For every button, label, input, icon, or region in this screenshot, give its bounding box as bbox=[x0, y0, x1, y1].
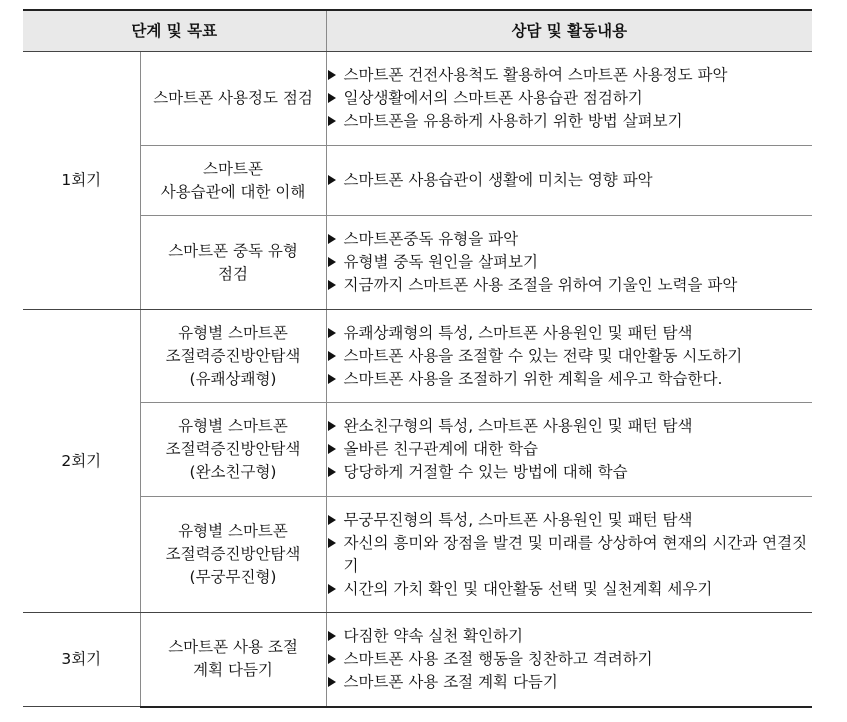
list-item bbox=[327, 509, 813, 532]
stage-goal-line: 점검 bbox=[218, 264, 248, 283]
activity-list bbox=[327, 415, 813, 484]
table-row bbox=[23, 146, 812, 216]
activity-list bbox=[327, 322, 813, 391]
list-item-text: 스마트폰 사용 조절 계획 다듬기 bbox=[343, 672, 558, 691]
list-item-text: 유형별 중독 원인을 살펴보기 bbox=[343, 253, 538, 271]
table-row bbox=[23, 403, 812, 497]
list-item-text: 일상생활에서의 스마트폰 사용습관 점검하기 bbox=[343, 89, 643, 107]
list-item-text: 스마트폰을 유용하게 사용하기 위한 방법 살펴보기 bbox=[343, 112, 683, 130]
stage-goal bbox=[140, 310, 326, 403]
stage-goal-line: 조절력증진방안탐색 bbox=[165, 440, 301, 458]
table-row bbox=[23, 497, 812, 613]
list-item bbox=[327, 578, 813, 601]
stage-goal bbox=[140, 52, 326, 146]
bullet-triangle-icon bbox=[328, 444, 336, 454]
list-item-text: 완소친구형의 특성, 스마트폰 사용원인 및 패턴 탐색 bbox=[343, 417, 693, 435]
stage-goal-line: (완소친구형) bbox=[189, 463, 277, 481]
list-item bbox=[327, 532, 813, 578]
list-item bbox=[327, 228, 813, 251]
list-item-text: 올바른 친구관계에 대한 학습 bbox=[343, 440, 538, 458]
stage-goal bbox=[140, 403, 326, 497]
list-item-text: 시간의 가치 확인 및 대안활동 선택 및 실천계획 세우기 bbox=[343, 579, 713, 598]
stage-goal-line: 계획 다듬기 bbox=[193, 661, 273, 680]
list-item-text: 스마트폰 사용을 조절할 수 있는 전략 및 대안활동 시도하기 bbox=[343, 346, 743, 365]
activity-content bbox=[326, 216, 812, 310]
stage-goal bbox=[140, 146, 326, 216]
list-item bbox=[327, 322, 813, 345]
bullet-triangle-icon bbox=[328, 538, 336, 548]
list-item-text: 무궁무진형의 특성, 스마트폰 사용원인 및 패턴 탐색 bbox=[343, 510, 693, 529]
stage-goal bbox=[140, 497, 326, 613]
stage-goal bbox=[140, 613, 326, 707]
activity-list bbox=[327, 228, 813, 297]
bullet-triangle-icon bbox=[328, 280, 336, 290]
stage-goal-line: 스마트폰 사용정도 점검 bbox=[153, 89, 313, 107]
bullet-triangle-icon bbox=[328, 328, 336, 338]
bullet-triangle-icon bbox=[328, 116, 336, 126]
header-stage-goal: 단계 및 목표 bbox=[23, 10, 326, 52]
list-item bbox=[327, 368, 813, 391]
stage-goal-line: 사용습관에 대한 이해 bbox=[160, 182, 306, 201]
bullet-triangle-icon bbox=[328, 467, 336, 477]
list-item-text: 스마트폰 건전사용척도 활용하여 스마트폰 사용정도 파악 bbox=[343, 66, 728, 84]
list-item-text: 다짐한 약속 실천 확인하기 bbox=[343, 626, 524, 645]
activity-content bbox=[326, 310, 812, 403]
session-label: 3회기 bbox=[23, 613, 140, 707]
stage-goal-line: 조절력증진방안탐색 bbox=[165, 545, 301, 563]
activity-content bbox=[326, 403, 812, 497]
list-item bbox=[327, 438, 813, 461]
table-body bbox=[23, 52, 812, 707]
activity-content bbox=[326, 52, 812, 146]
table-row bbox=[23, 613, 812, 707]
activity-list bbox=[327, 169, 813, 192]
bullet-triangle-icon bbox=[328, 584, 336, 594]
list-item bbox=[327, 169, 813, 192]
list-item bbox=[327, 648, 813, 671]
bullet-triangle-icon bbox=[328, 70, 336, 80]
bullet-triangle-icon bbox=[328, 374, 336, 384]
table-row bbox=[23, 310, 812, 403]
stage-goal-line: (유쾌상쾌형) bbox=[189, 369, 277, 388]
list-item-text: 유쾌상쾌형의 특성, 스마트폰 사용원인 및 패턴 탐색 bbox=[343, 323, 693, 342]
header-row bbox=[23, 10, 812, 52]
table-row bbox=[23, 216, 812, 310]
list-item bbox=[327, 251, 813, 274]
list-item-text: 스마트폰 사용을 조절하기 위한 계획을 세우고 학습한다. bbox=[343, 369, 723, 388]
stage-goal-line: 조절력증진방안탐색 bbox=[165, 346, 301, 365]
activity-list bbox=[327, 509, 813, 601]
list-item-text: 스마트폰 사용습관이 생활에 미치는 영향 파악 bbox=[343, 171, 653, 189]
bullet-triangle-icon bbox=[328, 654, 336, 664]
session-label: 1회기 bbox=[23, 52, 140, 310]
session-label: 2회기 bbox=[23, 310, 140, 613]
list-item bbox=[327, 345, 813, 368]
table-header bbox=[23, 10, 812, 52]
list-item bbox=[327, 110, 813, 133]
activity-content bbox=[326, 613, 812, 707]
table-row bbox=[23, 52, 812, 146]
activity-list bbox=[327, 64, 813, 133]
stage-goal-line: 스마트폰 사용 조절 bbox=[168, 638, 298, 657]
bullet-triangle-icon bbox=[328, 421, 336, 431]
list-item bbox=[327, 87, 813, 110]
list-item-text: 스마트폰 사용 조절 행동을 칭찬하고 격려하기 bbox=[343, 649, 653, 668]
stage-goal bbox=[140, 216, 326, 310]
bullet-triangle-icon bbox=[328, 234, 336, 244]
list-item-text: 당당하게 거절할 수 있는 방법에 대해 학습 bbox=[343, 463, 628, 481]
stage-goal-line: 유형별 스마트폰 bbox=[178, 417, 288, 435]
list-item bbox=[327, 64, 813, 87]
stage-goal-line: 스마트폰 bbox=[203, 159, 263, 178]
activity-list bbox=[327, 625, 813, 694]
counseling-program-table bbox=[23, 9, 812, 708]
list-item bbox=[327, 625, 813, 648]
bullet-triangle-icon bbox=[328, 351, 336, 361]
list-item-text: 자신의 흥미와 장점을 발견 및 미래를 상상하여 현재의 시간과 연결짓기 bbox=[343, 533, 808, 575]
list-item bbox=[327, 671, 813, 694]
list-item-text: 지금까지 스마트폰 사용 조절을 위하여 기울인 노력을 파악 bbox=[343, 276, 738, 294]
stage-goal-line: (무궁무진형) bbox=[189, 568, 277, 586]
bullet-triangle-icon bbox=[328, 93, 336, 103]
bullet-triangle-icon bbox=[328, 515, 336, 525]
list-item-text: 스마트폰중독 유형을 파악 bbox=[343, 230, 519, 248]
bullet-triangle-icon bbox=[328, 175, 336, 185]
bullet-triangle-icon bbox=[328, 677, 336, 687]
activity-content bbox=[326, 146, 812, 216]
stage-goal-line: 유형별 스마트폰 bbox=[178, 323, 288, 342]
list-item bbox=[327, 415, 813, 438]
bullet-triangle-icon bbox=[328, 257, 336, 267]
list-item bbox=[327, 274, 813, 297]
stage-goal-line: 유형별 스마트폰 bbox=[178, 522, 288, 540]
stage-goal-line: 스마트폰 중독 유형 bbox=[168, 241, 298, 260]
activity-content bbox=[326, 497, 812, 613]
list-item bbox=[327, 461, 813, 484]
header-activity-content: 상담 및 활동내용 bbox=[326, 10, 812, 52]
bullet-triangle-icon bbox=[328, 631, 336, 641]
